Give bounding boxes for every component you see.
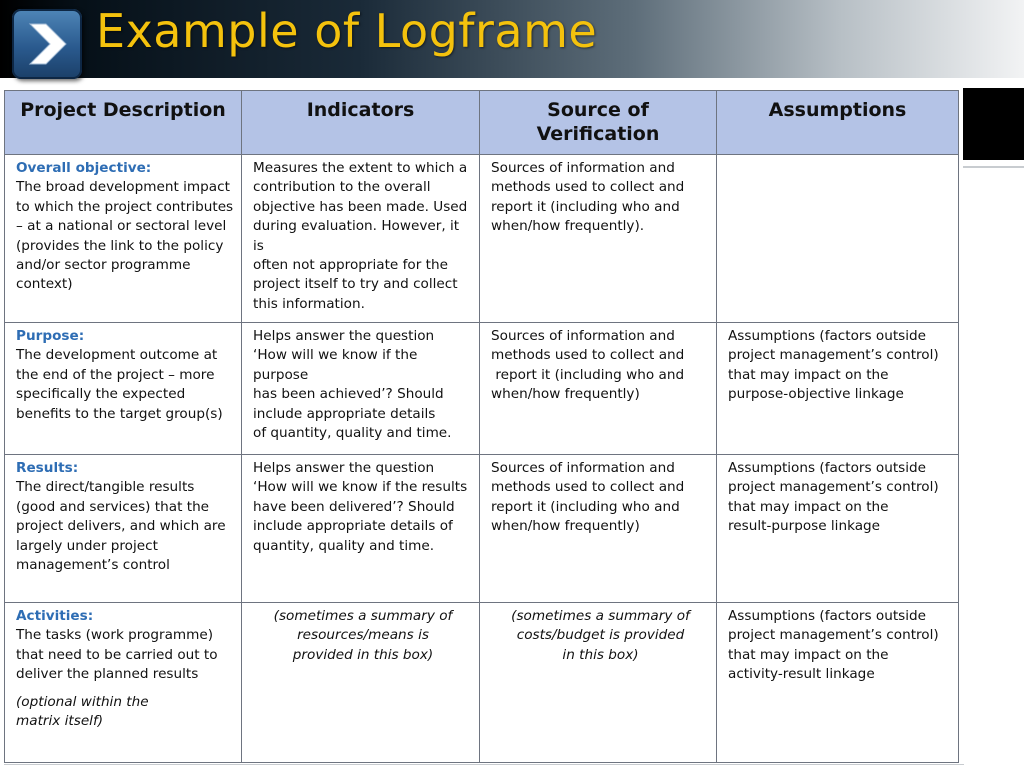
cell-assumptions: [717, 155, 959, 323]
indicators-text: (sometimes a summary of resources/means is provided in this box): [273, 608, 453, 663]
optional-note: (optional within the matrix itself): [16, 693, 149, 730]
logframe-table: [4, 90, 959, 763]
table-row-activities: [5, 603, 959, 763]
side-divider: [963, 166, 1024, 168]
description-text: The broad development impact to which the project contributes – at a national or sectoral level (provides the link to the policy and/or sector programme context): [16, 179, 234, 293]
table-row-overall-objective: [5, 155, 959, 323]
header-indicators: Indicators: [242, 91, 480, 155]
description-text: The direct/tangible results (good and services) that the project delivers, and which are largely under project management’s control: [16, 479, 226, 574]
source-text: Sources of information and methods used to collect and report it (including who and when/how frequently): [491, 328, 685, 403]
indicators-text: Measures the extent to which a contribution to the overall objective has been made. Used during evaluation. However, it is often not appropriate for the project itself to try and collect this information.: [253, 160, 468, 312]
cell-assumptions: [717, 323, 959, 455]
chevron-right-icon: [12, 9, 82, 79]
cell-indicators: [242, 155, 480, 323]
description-text: The tasks (work programme) that need to be carried out to deliver the planned results: [16, 627, 218, 683]
cell-description: [5, 323, 242, 455]
description-text: The development outcome at the end of the project – more specifically the expected benefits to the target group(s): [16, 347, 223, 422]
table-row-results: [5, 455, 959, 603]
cell-source: [480, 323, 717, 455]
level-label: Purpose:: [16, 328, 85, 344]
cell-source: [480, 455, 717, 603]
assumptions-text: Assumptions (factors outside project management’s control) that may impact on the activity-result linkage: [728, 608, 939, 683]
cell-assumptions: [717, 455, 959, 603]
level-label: Activities:: [16, 608, 94, 624]
source-text: Sources of information and methods used to collect and report it (including who and when/how frequently).: [491, 160, 685, 235]
header-project-description: Project Description: [5, 91, 242, 155]
cell-description: [5, 155, 242, 323]
bottom-divider: [4, 764, 964, 765]
slide-title: Example of Logframe: [96, 4, 598, 58]
side-decoration: [955, 88, 1024, 160]
logframe-frame: [3, 88, 963, 764]
cell-description: [5, 455, 242, 603]
header-source-of-verification: Source of Verification: [480, 91, 717, 155]
cell-indicators: [242, 455, 480, 603]
cell-description: [5, 603, 242, 763]
cell-assumptions: [717, 603, 959, 763]
assumptions-text: Assumptions (factors outside project management’s control) that may impact on the purpose-objective linkage: [728, 328, 939, 403]
table-row-purpose: [5, 323, 959, 455]
source-text: (sometimes a summary of costs/budget is provided in this box): [511, 608, 690, 663]
indicators-text: Helps answer the question ‘How will we know if the purpose has been achieved’? Should include appropriate details of quantity, quality and time.: [253, 328, 452, 442]
cell-source: [480, 603, 717, 763]
level-label: Results:: [16, 460, 79, 476]
indicators-text: Helps answer the question ‘How will we know if the results have been delivered’? Should include appropriate details of quantity, quality and time.: [253, 460, 468, 554]
table-header-row: [5, 91, 959, 155]
cell-indicators: [242, 603, 480, 763]
level-label: Overall objective:: [16, 160, 152, 176]
header-assumptions: Assumptions: [717, 91, 959, 155]
source-text: Sources of information and methods used to collect and report it (including who and when/how frequently): [491, 460, 685, 535]
cell-indicators: [242, 323, 480, 455]
cell-source: [480, 155, 717, 323]
assumptions-text: Assumptions (factors outside project management’s control) that may impact on the result-purpose linkage: [728, 460, 939, 535]
